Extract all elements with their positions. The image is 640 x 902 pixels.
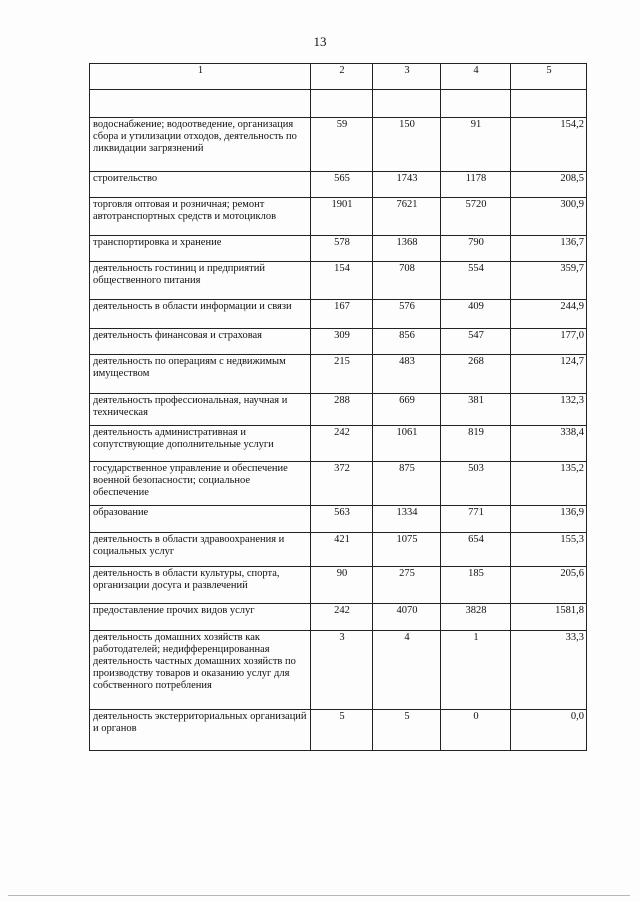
- table-row: [90, 236, 587, 262]
- value-col-2-cell: 421: [311, 533, 373, 567]
- statistics-table: [89, 63, 587, 751]
- page-number: 13: [313, 34, 327, 49]
- table-row: [90, 300, 587, 329]
- value-col-3-cell: 669: [373, 394, 441, 426]
- value-col-3-cell: 1334: [373, 506, 441, 533]
- value-col-2-cell: 242: [311, 604, 373, 631]
- value-col-4-cell: 554: [441, 262, 511, 300]
- value-col-5-cell: 155,3: [511, 533, 587, 567]
- table-row: [90, 118, 587, 172]
- table-row: [90, 567, 587, 604]
- activity-name-cell: образование: [90, 506, 311, 533]
- activity-name-cell: деятельность в области культуры, спорта, организации досуга и развлечений: [90, 567, 311, 604]
- value-col-5-cell: 359,7: [511, 262, 587, 300]
- table-row: [90, 631, 587, 710]
- value-col-3-cell: 875: [373, 462, 441, 506]
- activity-name-cell: строительство: [90, 172, 311, 198]
- value-col-2-cell: 215: [311, 355, 373, 394]
- value-col-3-cell: 4: [373, 631, 441, 710]
- value-col-4-cell: 1: [441, 631, 511, 710]
- value-col-2-cell: 563: [311, 506, 373, 533]
- value-col-3-cell: 150: [373, 118, 441, 172]
- activity-name-cell: деятельность финансовая и страховая: [90, 329, 311, 355]
- value-col-4-cell: 185: [441, 567, 511, 604]
- value-col-5-cell: 136,7: [511, 236, 587, 262]
- value-col-5-cell: 136,9: [511, 506, 587, 533]
- value-col-4-cell: 547: [441, 329, 511, 355]
- value-col-2-cell: 242: [311, 426, 373, 462]
- value-col-4-cell: 268: [441, 355, 511, 394]
- page-bottom-edge: [8, 895, 630, 896]
- table-row: [90, 462, 587, 506]
- value-col-2-cell: 3: [311, 631, 373, 710]
- activity-name-cell: торговля оптовая и розничная; ремонт автотранспортных средств и мотоциклов: [90, 198, 311, 236]
- table-header-row: [90, 64, 587, 90]
- value-col-2-cell: 154: [311, 262, 373, 300]
- value-col-3-cell: 483: [373, 355, 441, 394]
- value-col-3-cell: 1061: [373, 426, 441, 462]
- value-col-5-cell: 208,5: [511, 172, 587, 198]
- activity-name-cell: деятельность по операциям с недвижимым имуществом: [90, 355, 311, 394]
- value-col-4-cell: 503: [441, 462, 511, 506]
- value-col-5-cell: 205,6: [511, 567, 587, 604]
- value-col-4-cell: 654: [441, 533, 511, 567]
- header-col-5: 5: [511, 64, 587, 90]
- value-col-5-cell: 1581,8: [511, 604, 587, 631]
- table-row: [90, 426, 587, 462]
- value-col-2-cell: 309: [311, 329, 373, 355]
- value-col-4-cell: 5720: [441, 198, 511, 236]
- value-col-5-cell: 132,3: [511, 394, 587, 426]
- activity-name-cell: деятельность в области здравоохранения и социальных услуг: [90, 533, 311, 567]
- activity-name-cell: деятельность в области информации и связи: [90, 300, 311, 329]
- value-col-2-cell: 167: [311, 300, 373, 329]
- table-spacer-row: [90, 90, 587, 118]
- activity-name-cell: деятельность экстерриториальных организаций и органов: [90, 710, 311, 751]
- header-col-1: 1: [90, 64, 311, 90]
- value-col-5-cell: 300,9: [511, 198, 587, 236]
- header-col-3: 3: [373, 64, 441, 90]
- value-col-3-cell: 856: [373, 329, 441, 355]
- value-col-5-cell: 124,7: [511, 355, 587, 394]
- table-row: [90, 329, 587, 355]
- table-row: [90, 198, 587, 236]
- value-col-2-cell: 578: [311, 236, 373, 262]
- value-col-3-cell: 708: [373, 262, 441, 300]
- value-col-4-cell: 771: [441, 506, 511, 533]
- value-col-2-cell: 59: [311, 118, 373, 172]
- table-row: [90, 262, 587, 300]
- table-row: [90, 604, 587, 631]
- value-col-5-cell: 244,9: [511, 300, 587, 329]
- value-col-4-cell: 91: [441, 118, 511, 172]
- table-row: [90, 355, 587, 394]
- value-col-5-cell: 154,2: [511, 118, 587, 172]
- header-col-4: 4: [441, 64, 511, 90]
- value-col-2-cell: 288: [311, 394, 373, 426]
- table-row: [90, 172, 587, 198]
- table-row: [90, 710, 587, 751]
- activity-name-cell: деятельность административная и сопутствующие дополнительные услуги: [90, 426, 311, 462]
- value-col-2-cell: 1901: [311, 198, 373, 236]
- value-col-3-cell: 4070: [373, 604, 441, 631]
- value-col-5-cell: 0,0: [511, 710, 587, 751]
- value-col-4-cell: 819: [441, 426, 511, 462]
- value-col-5-cell: 177,0: [511, 329, 587, 355]
- value-col-4-cell: 0: [441, 710, 511, 751]
- activity-name-cell: деятельность гостиниц и предприятий общественного питания: [90, 262, 311, 300]
- value-col-3-cell: 7621: [373, 198, 441, 236]
- value-col-2-cell: 372: [311, 462, 373, 506]
- value-col-3-cell: 1743: [373, 172, 441, 198]
- value-col-2-cell: 90: [311, 567, 373, 604]
- value-col-3-cell: 5: [373, 710, 441, 751]
- table-row: [90, 394, 587, 426]
- activity-name-cell: деятельность профессиональная, научная и техническая: [90, 394, 311, 426]
- value-col-5-cell: 33,3: [511, 631, 587, 710]
- value-col-4-cell: 381: [441, 394, 511, 426]
- header-col-2: 2: [311, 64, 373, 90]
- activity-name-cell: государственное управление и обеспечение военной безопасности; социальное обеспечение: [90, 462, 311, 506]
- value-col-3-cell: 1075: [373, 533, 441, 567]
- activity-name-cell: предоставление прочих видов услуг: [90, 604, 311, 631]
- value-col-3-cell: 576: [373, 300, 441, 329]
- value-col-3-cell: 275: [373, 567, 441, 604]
- value-col-4-cell: 1178: [441, 172, 511, 198]
- value-col-5-cell: 135,2: [511, 462, 587, 506]
- value-col-3-cell: 1368: [373, 236, 441, 262]
- activity-name-cell: водоснабжение; водоотведение, организация сбора и утилизации отходов, деятельность по ликвидации загрязнений: [90, 118, 311, 172]
- value-col-4-cell: 409: [441, 300, 511, 329]
- table-row: [90, 506, 587, 533]
- value-col-5-cell: 338,4: [511, 426, 587, 462]
- table-row: [90, 533, 587, 567]
- activity-name-cell: деятельность домашних хозяйств как работодателей; недифференцированная деятельность частных домашних хозяйств по производству товаров и оказанию услуг для собственного потребления: [90, 631, 311, 710]
- activity-name-cell: транспортировка и хранение: [90, 236, 311, 262]
- value-col-4-cell: 3828: [441, 604, 511, 631]
- value-col-2-cell: 565: [311, 172, 373, 198]
- value-col-2-cell: 5: [311, 710, 373, 751]
- value-col-4-cell: 790: [441, 236, 511, 262]
